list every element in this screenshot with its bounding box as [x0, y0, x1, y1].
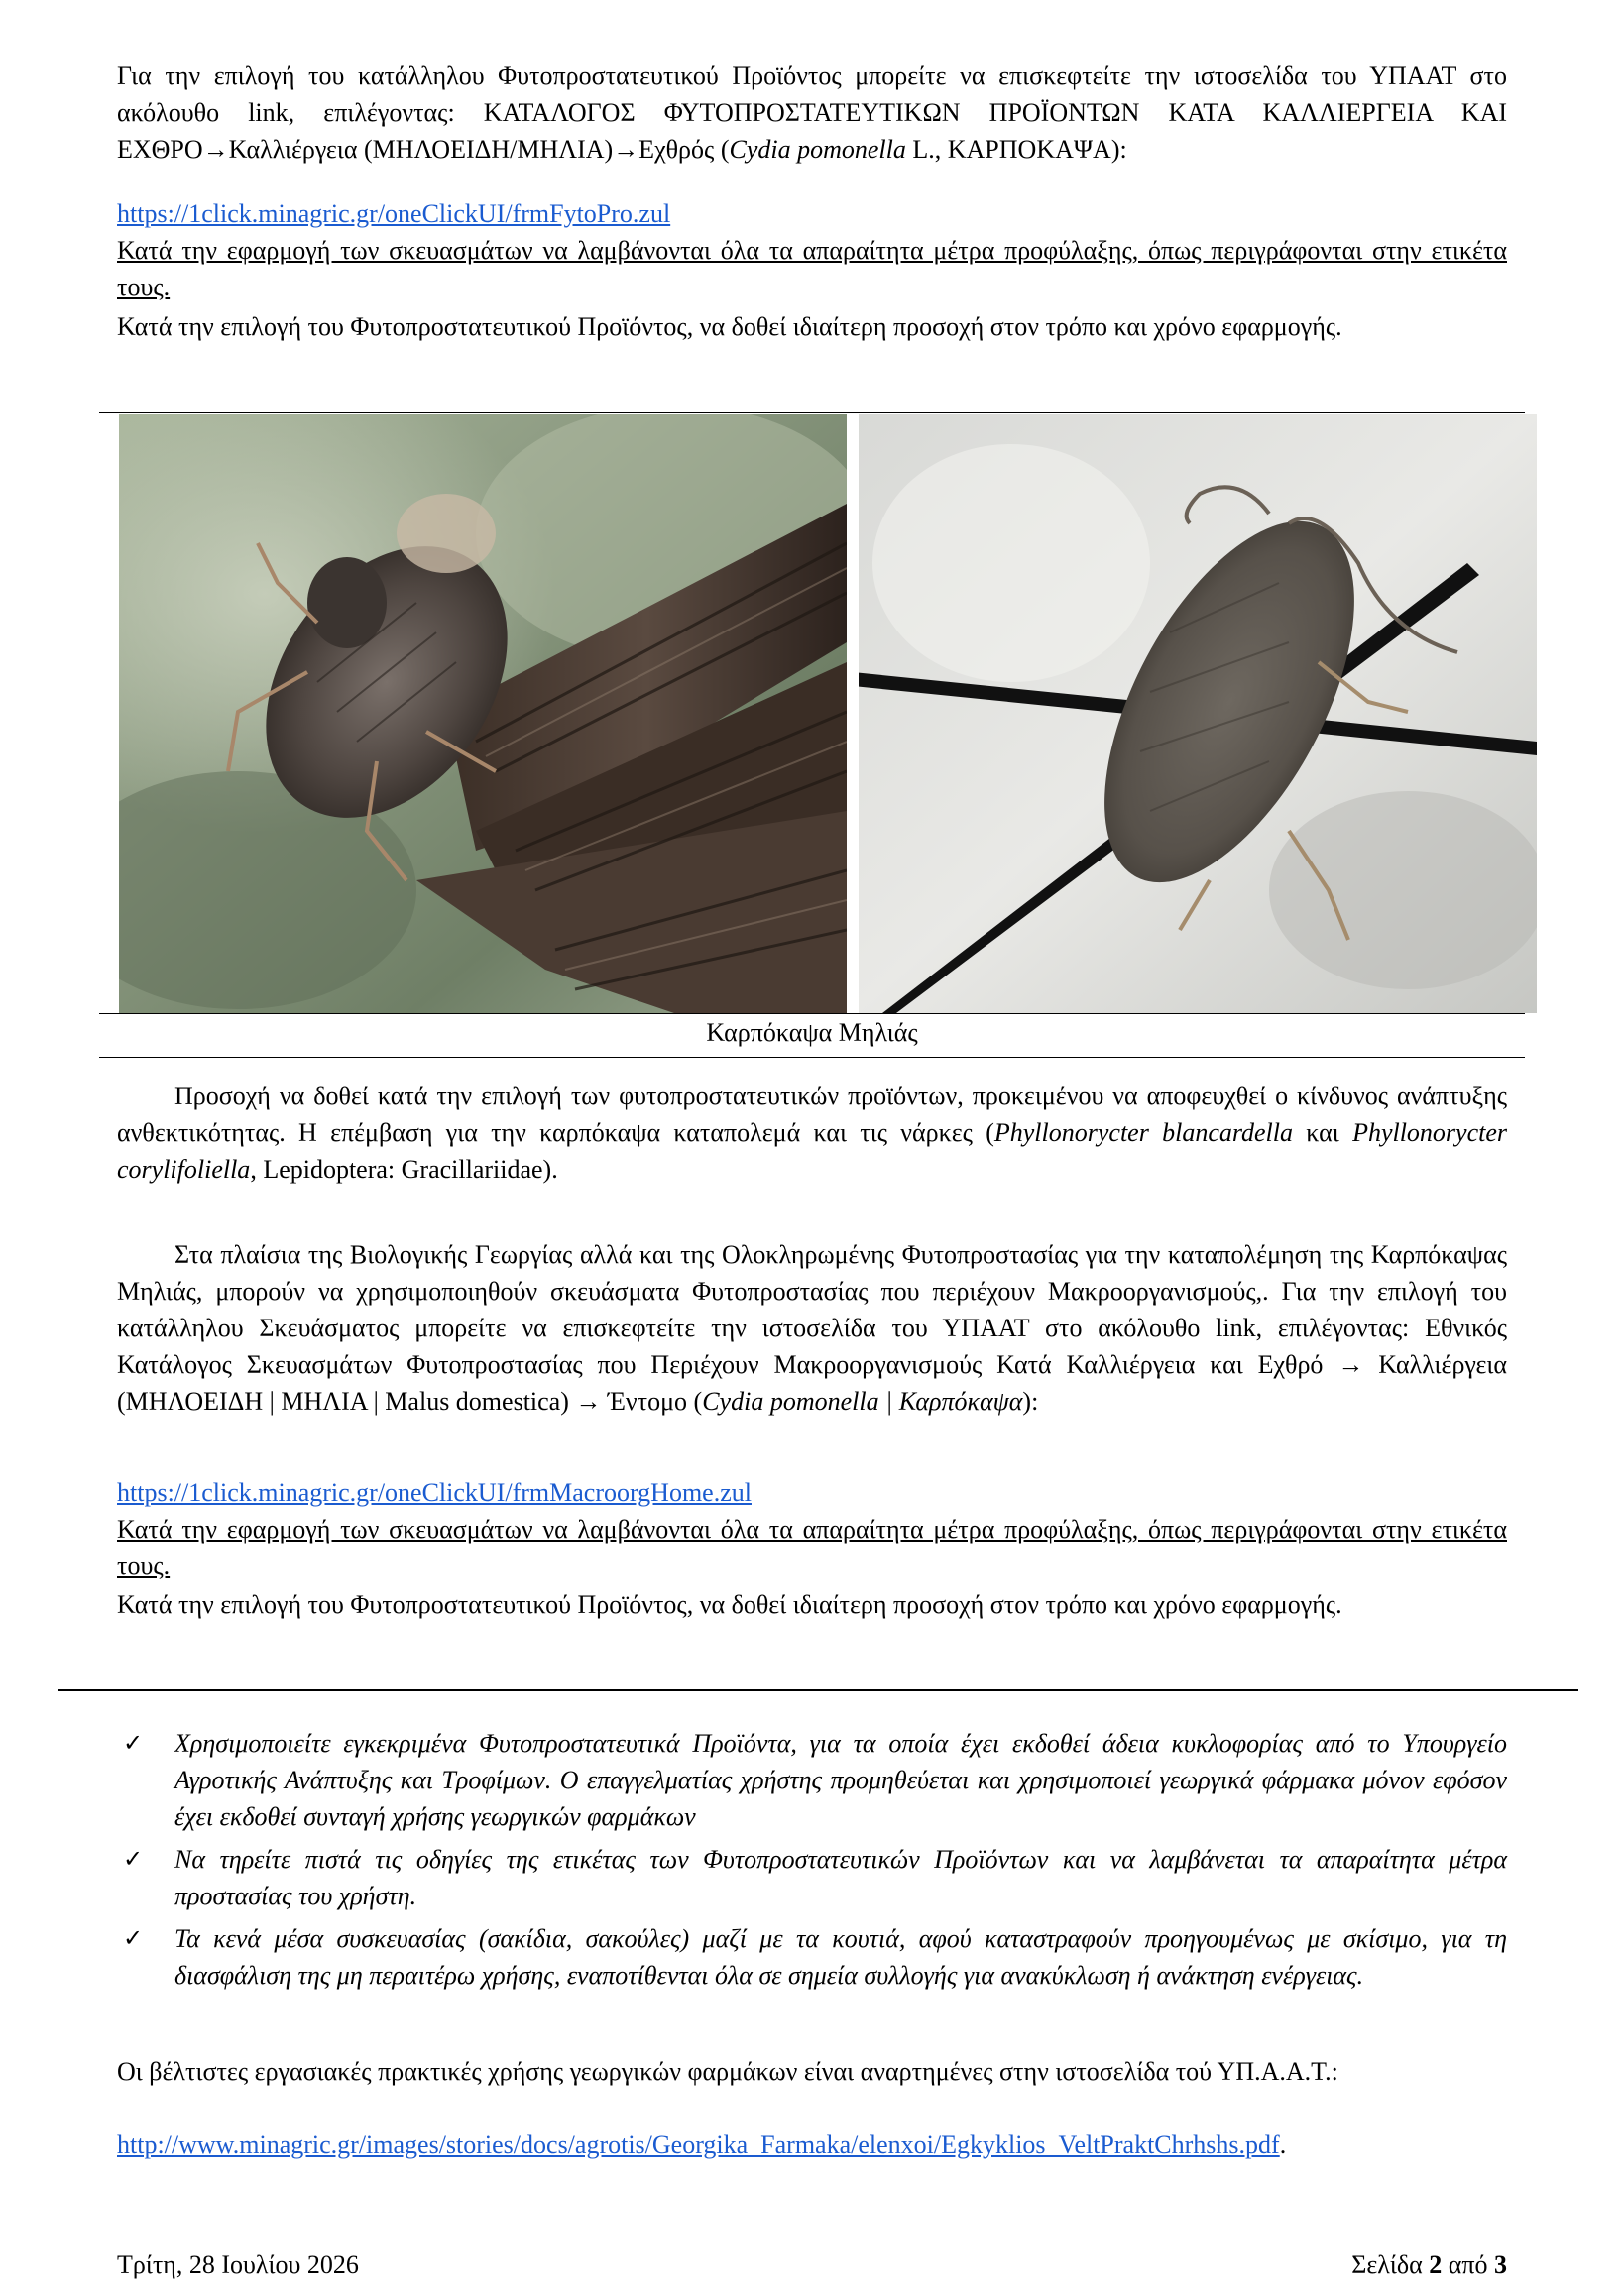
check-icon: ✓ — [123, 1729, 144, 1757]
figure-caption: Καρπόκαψα Μηλιάς — [706, 1018, 918, 1047]
application-note-2: Κατά την επιλογή του Φυτοπροστατευτικού Προϊόντος, να δοθεί ιδιαίτερη προσοχή στον τρόπο και χρόνο εφαρμογής. — [117, 1590, 1342, 1619]
safety-warning: Κατά την εφαρμογή των σκευασμάτων να λαμβάνονται όλα τα απαραίτητα μέτρα προφύλαξης, όπως περιγράφονται στην ετικέτα τους. — [117, 236, 1507, 301]
checklist-item — [117, 1841, 1507, 1914]
moth-on-wood-image — [119, 414, 847, 1013]
figure-top-rule — [99, 412, 1525, 413]
best-practices-paragraph: Οι βέλτιστες εργασιακές πρακτικές χρήσης γεωργικών φαρμάκων είναι αναρτημένες στην ιστοσελίδα τού ΥΠ.Α.Α.Τ.: — [117, 2057, 1338, 2086]
resistance-and: και — [1293, 1118, 1353, 1147]
checklist-item — [117, 1920, 1507, 1994]
moth-on-trap-image — [853, 414, 1537, 1013]
intro-text-end: L., ΚΑΡΠΟΚΑΨΑ): — [905, 135, 1127, 164]
page-prefix: Σελίδα — [1351, 2250, 1430, 2279]
codling-moth-photo-right — [853, 414, 1537, 1013]
species-name: Cydia pomonella — [729, 135, 906, 164]
macro-link-line — [117, 1474, 1507, 1511]
macro-text-end: ): — [1022, 1387, 1039, 1416]
caption-rule — [99, 1057, 1525, 1058]
check-icon: ✓ — [123, 1845, 144, 1873]
resistance-text: Προσοχή να δοθεί κατά την επιλογή των φυτοπροστατευτικών προϊόντων, προκειμένου να αποφευχθεί ο κίνδυνος ανάπτυξης ανθεκτικότητας. Η επέμβαση για την καρπόκαψα καταπολεμά και τις νάρκες ( — [117, 1082, 1507, 1147]
resistance-paragraph — [117, 1078, 1507, 1188]
fytopro-link-line — [117, 195, 1507, 232]
macro-species: Cydia pomonella | Καρπόκαψα — [702, 1387, 1023, 1416]
intro-text: Για την επιλογή του κατάλληλου Φυτοπροστατευτικού Προϊόντος μπορείτε να επισκεφτείτε την ιστοσελίδα του ΥΠΑΑΤ στο ακόλουθο link, επιλέγοντας: ΚΑΤΑΛΟΓΟΣ ΦΥΤΟΠΡΟΣΤΑΤΕΥΤΙΚΩΝ ΠΡΟΪΟΝΤΩΝ ΚΑΤΑ ΚΑΛΛΙΕΡΓΕΙΑ ΚΑΙ ΕΧΘΡΟ→Καλλιέργεια (ΜΗΛΟΕΙΔΗ/ΜΗΛΙΑ)→Εχθρός ( — [117, 61, 1507, 164]
macro-link[interactable]: https://1click.minagric.gr/oneClickUI/frmMacroorgHome.zul — [117, 1478, 752, 1507]
species-blancardella: Phyllonorycter blancardella — [993, 1118, 1294, 1147]
figure-bottom-rule — [99, 1013, 1525, 1014]
checklist-text: Χρησιμοποιείτε εγκεκριμένα Φυτοπροστατευτικά Προϊόντα, για τα οποία έχει εκδοθεί άδεια κυκλοφορίας από το Υπουργείο Αγροτικής Ανάπτυξης και Τροφίμων. Ο επαγγελματίας χρήστης προμηθεύεται και χρησιμοποιεί γεωργικά φάρμακα μόνον εφόσον έχει εκδοθεί συνταγή χρήσης γεωργικών φαρμάκων — [174, 1729, 1507, 1831]
checklist-text: Να τηρείτε πιστά τις οδηγίες της ετικέτας των Φυτοπροστατευτικών Προϊόντων και να λαμβάνεται τα απαραίτητα μέτρα προστασίας του χρήστη. — [174, 1845, 1507, 1910]
link-period: . — [1279, 2130, 1287, 2159]
section-divider — [58, 1689, 1578, 1691]
footer-page-number — [1351, 2250, 1507, 2280]
checklist-item — [117, 1725, 1507, 1835]
macro-text: Στα πλαίσια της Βιολογικής Γεωργίας αλλά και της Ολοκληρωμένης Φυτοπροστασίας για την καταπολέμηση της Καρπόκαψας Μηλιάς, μπορούν να χρησιμοποιηθούν σκευάσματα Φυτοπροστασίας που περιέχουν Μακροοργανισμούς,. Για την επιλογή του κατάλληλου Σκευάσματος μπορείτε να επισκεφτείτε την ιστοσελίδα του ΥΠΑΑΤ στο ακόλουθο link, επιλέγοντας: Εθνικός Κατάλογος Σκευασμάτων Φυτοπροστασίας που Περιέχουν Μακροοργανισμούς Κατά Καλλιέργεια και Εχθρό → Καλλιέργεια (ΜΗΛΟΕΙΔΗ | ΜΗΛΙΑ | Malus domestica) → Έντομο ( — [117, 1240, 1507, 1416]
macroorganisms-paragraph — [117, 1236, 1507, 1420]
safety-warning-2: Κατά την εφαρμογή των σκευασμάτων να λαμβάνονται όλα τα απαραίτητα μέτρα προφύλαξης, όπως περιγράφονται στην ετικέτα τους. — [117, 1515, 1507, 1580]
best-practices-link[interactable]: http://www.minagric.gr/images/stories/docs/agrotis/Georgika_Farmaka/elenxoi/Egkyklios_VeltPraktChrhshs.pdf — [117, 2130, 1280, 2159]
page-total: 3 — [1494, 2250, 1507, 2279]
intro-paragraph — [117, 57, 1507, 168]
application-note: Κατά την επιλογή του Φυτοπροστατευτικού Προϊόντος, να δοθεί ιδιαίτερη προσοχή στον τρόπο και χρόνο εφαρμογής. — [117, 312, 1342, 341]
checklist-text: Τα κενά μέσα συσκευασίας (σακίδια, σακούλες) μαζί με τα κουτιά, αφού καταστραφούν προηγουμένως με σκίσιμο, για τη διασφάλιση της μη περαιτέρω χρήσης, εναποτίθενται όλα σε σημεία συλλογής για ανακύκλωση ή ανάκτηση ενέργειας. — [174, 1924, 1507, 1990]
codling-moth-photo-left — [119, 414, 847, 1013]
checklist — [117, 1725, 1507, 2000]
check-icon: ✓ — [123, 1924, 144, 1952]
page-of: από — [1442, 2250, 1494, 2279]
fytopro-link[interactable]: https://1click.minagric.gr/oneClickUI/frmFytoPro.zul — [117, 199, 671, 228]
footer-date: Τρίτη, 28 Ιουλίου 2026 — [117, 2250, 359, 2279]
page-current: 2 — [1429, 2250, 1443, 2279]
resistance-end: , Lepidoptera: Gracillariidae). — [250, 1155, 558, 1184]
species-corylifoliella: Phyllonorycter corylifoliella — [117, 1118, 1508, 1184]
best-practices-link-line — [117, 2126, 1507, 2163]
